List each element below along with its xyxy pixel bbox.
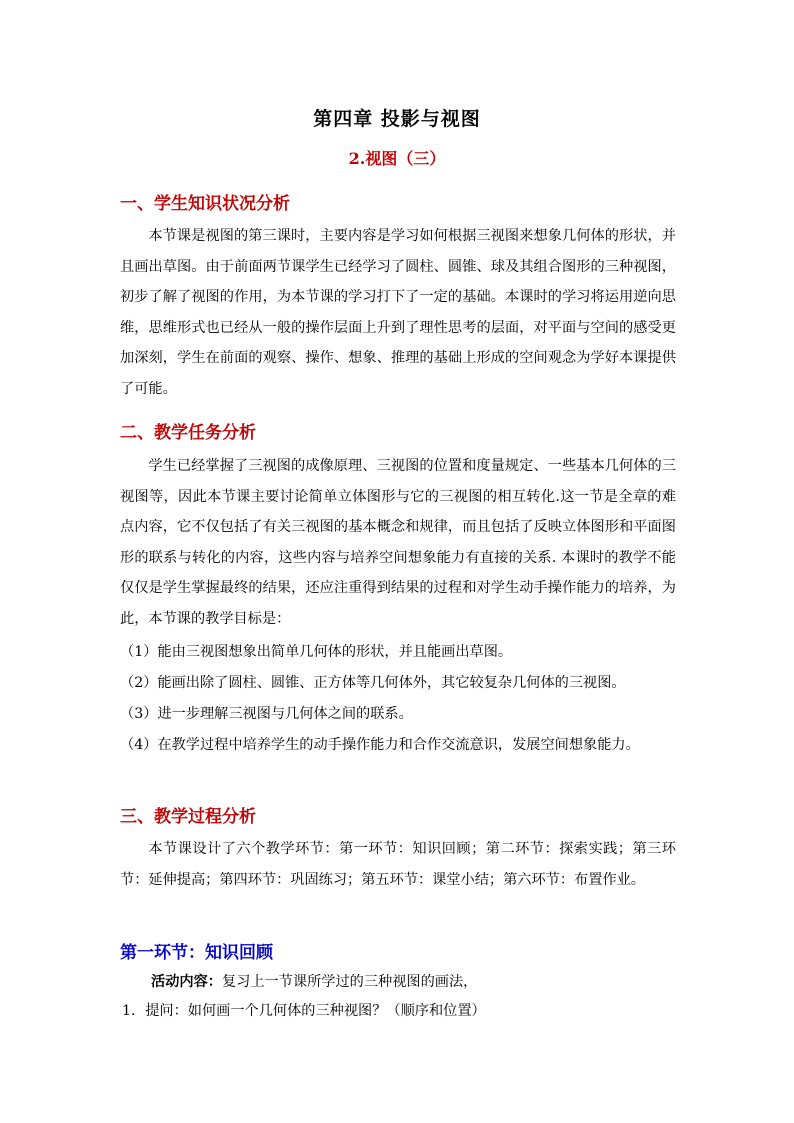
section-heading-student-analysis: 一、学生知识状况分析 — [120, 194, 290, 214]
activity-line — [151, 971, 676, 991]
section-heading-process-analysis: 三、教学过程分析 — [120, 807, 256, 827]
section-paragraph-process-analysis: 本节课设计了六个教学环节：第一环节：知识回顾；第二环节：探索实践；第三环节：延伸提高；第四环节：巩固练习；第五环节：课堂小结；第六环节：布置作业。 — [120, 841, 676, 888]
chapter-title: 第四章 投影与视图 — [313, 108, 481, 130]
objective-item-3: （3）进一步理解三视图与几何体之间的联系。 — [120, 706, 413, 722]
section-paragraph-student-analysis: 本节课是视图的第三课时，主要内容是学习如何根据三视图来想象几何体的形状，并且画出草图。由于前面两节课学生已经学习了圆柱、圆锥、球及其组合图形的三种视图，初步了解了视图的作用，为本节课的学习打下了一定的基础。本课时的学习将运用逆向思维，思维形式也已经从一般的操作层面上升到了理性思考的层面，对平面与空间的感受更加深刻，学生在前面的观察、操作、想象、推理的基础上形成的空间观念为学好本课提供了可能。 — [120, 228, 676, 397]
activity-text: 复习上一节课所学过的三种视图的画法， — [221, 974, 478, 990]
review-question-1: 1．提问：如何画一个几何体的三种视图？（顺序和位置） — [122, 1003, 486, 1019]
objective-item-2: （2）能画出除了圆柱、圆锥、正方体等几何体外，其它较复杂几何体的三视图。 — [120, 675, 626, 691]
objective-item-4: （4）在教学过程中培养学生的动手操作能力和合作交流意识，发展空间想象能力。 — [120, 737, 640, 753]
step-heading-knowledge-review: 第一环节：知识回顾 — [120, 943, 273, 963]
lesson-subtitle: 2.视图（三） — [348, 149, 446, 168]
section-heading-task-analysis: 二、教学任务分析 — [120, 423, 256, 443]
section-paragraph-task-analysis: 学生已经掌握了三视图的成像原理、三视图的位置和度量规定、一些基本几何体的三视图等，因此本节课主要讨论简单立体图形与它的三视图的相互转化.这一节是全章的难点内容，它不仅包括了有关三视图的基本概念和规律，而且包括了反映立体图形和平面图形的联系与转化的内容，这些内容与培养空间想象能力有直接的关系. 本课时的教学不能仅仅是学生掌握最终的结果，还应注重得到结果的过程和对学生动手操作能力的培养，为此，本节课的教学目标是： — [120, 458, 676, 627]
activity-label: 活动内容： — [151, 974, 222, 990]
objective-item-1: （1）能由三视图想象出简单几何体的形状，并且能画出草图。 — [120, 644, 513, 660]
